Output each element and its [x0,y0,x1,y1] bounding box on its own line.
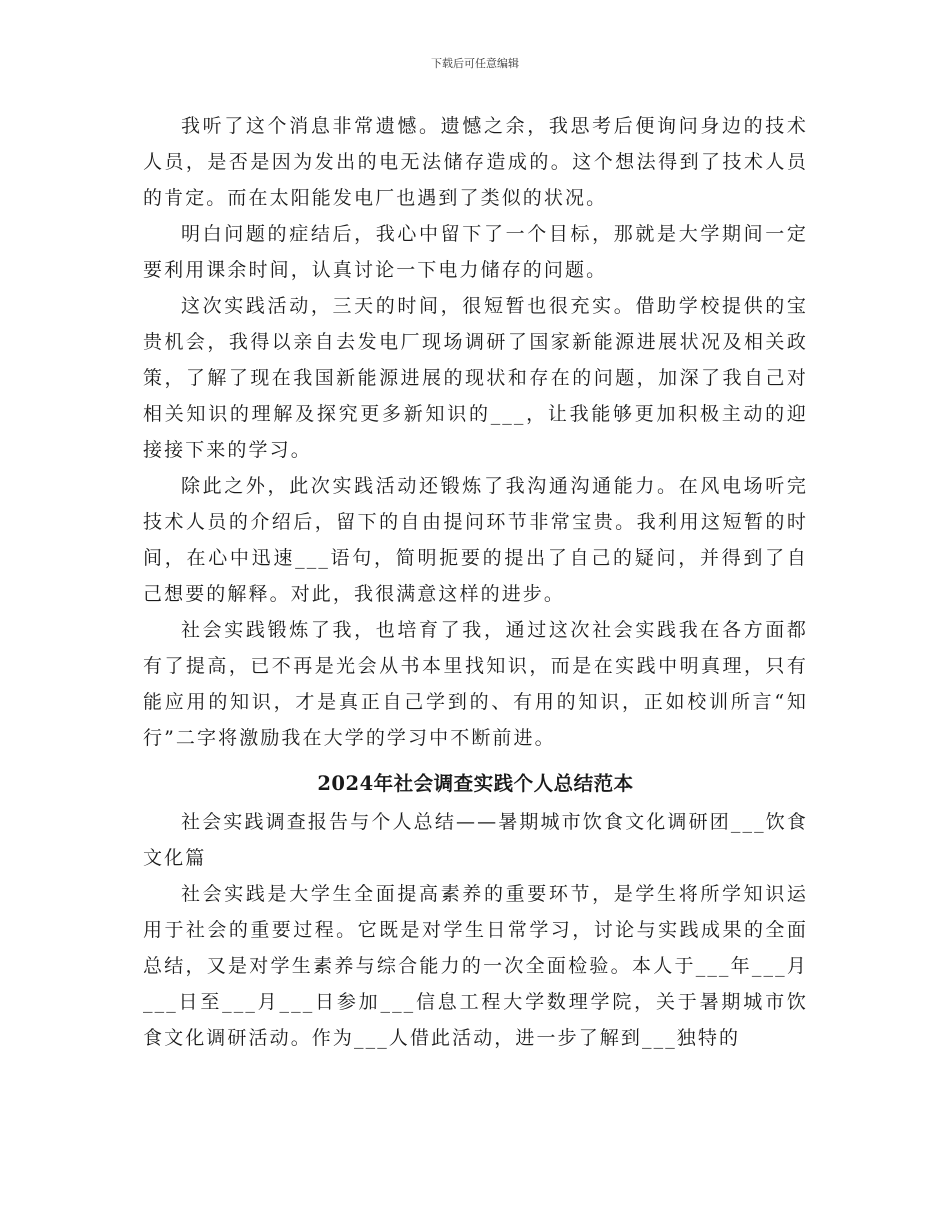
paragraph: 除此之外，此次实践活动还锻炼了我沟通沟通能力。在风电场听完技术人员的介绍后，留下的自由提问环节非常宝贵。我利用这短暂的时间，在心中迅速___语句，简明扼要的提出了自己的疑问，并得到了自己想要的解释。对此，我很满意这样的进步。 [143,475,808,605]
document-body [143,108,808,1056]
paragraph: 社会实践调查报告与个人总结——暑期城市饮食文化调研团___饮食文化篇 [143,811,808,869]
paragraph: 我听了这个消息非常遗憾。遗憾之余，我思考后便询问身边的技术人员，是否是因为发出的电无法储存造成的。这个想法得到了技术人员的肯定。而在太阳能发电厂也遇到了类似的状况。 [143,115,808,209]
page-header: 下载后可任意编辑 [431,57,519,70]
paragraph: 明白问题的症结后，我心中留下了一个目标，那就是大学期间一定要利用课余时间，认真讨论一下电力储存的问题。 [143,223,808,281]
paragraph: 社会实践锻炼了我，也培育了我，通过这次社会实践我在各方面都有了提高，已不再是光会从书本里找知识，而是在实践中明真理，只有能应用的知识，才是真正自己学到的、有用的知识，正如校训所言“知行”二字将激励我在大学的学习中不断前进。 [143,619,808,749]
section-title: 2024年社会调查实践个人总结范本 [317,772,634,795]
paragraph: 社会实践是大学生全面提高素养的重要环节，是学生将所学知识运用于社会的重要过程。它既是对学生日常学习，讨论与实践成果的全面总结，又是对学生素养与综合能力的一次全面检验。本人于___年___月___日至___月___日参加___信息工程大学数理学院，关于暑期城市饮食文化调研活动。作为___人借此活动，进一步了解到___独特的 [143,883,808,1049]
paragraph: 这次实践活动，三天的时间，很短暂也很充实。借助学校提供的宝贵机会，我得以亲自去发电厂现场调研了国家新能源进展状况及相关政策，了解了现在我国新能源进展的现状和存在的问题，加深了我自己对相关知识的理解及探究更多新知识的___，让我能够更加积极主动的迎接接下来的学习。 [143,295,808,461]
